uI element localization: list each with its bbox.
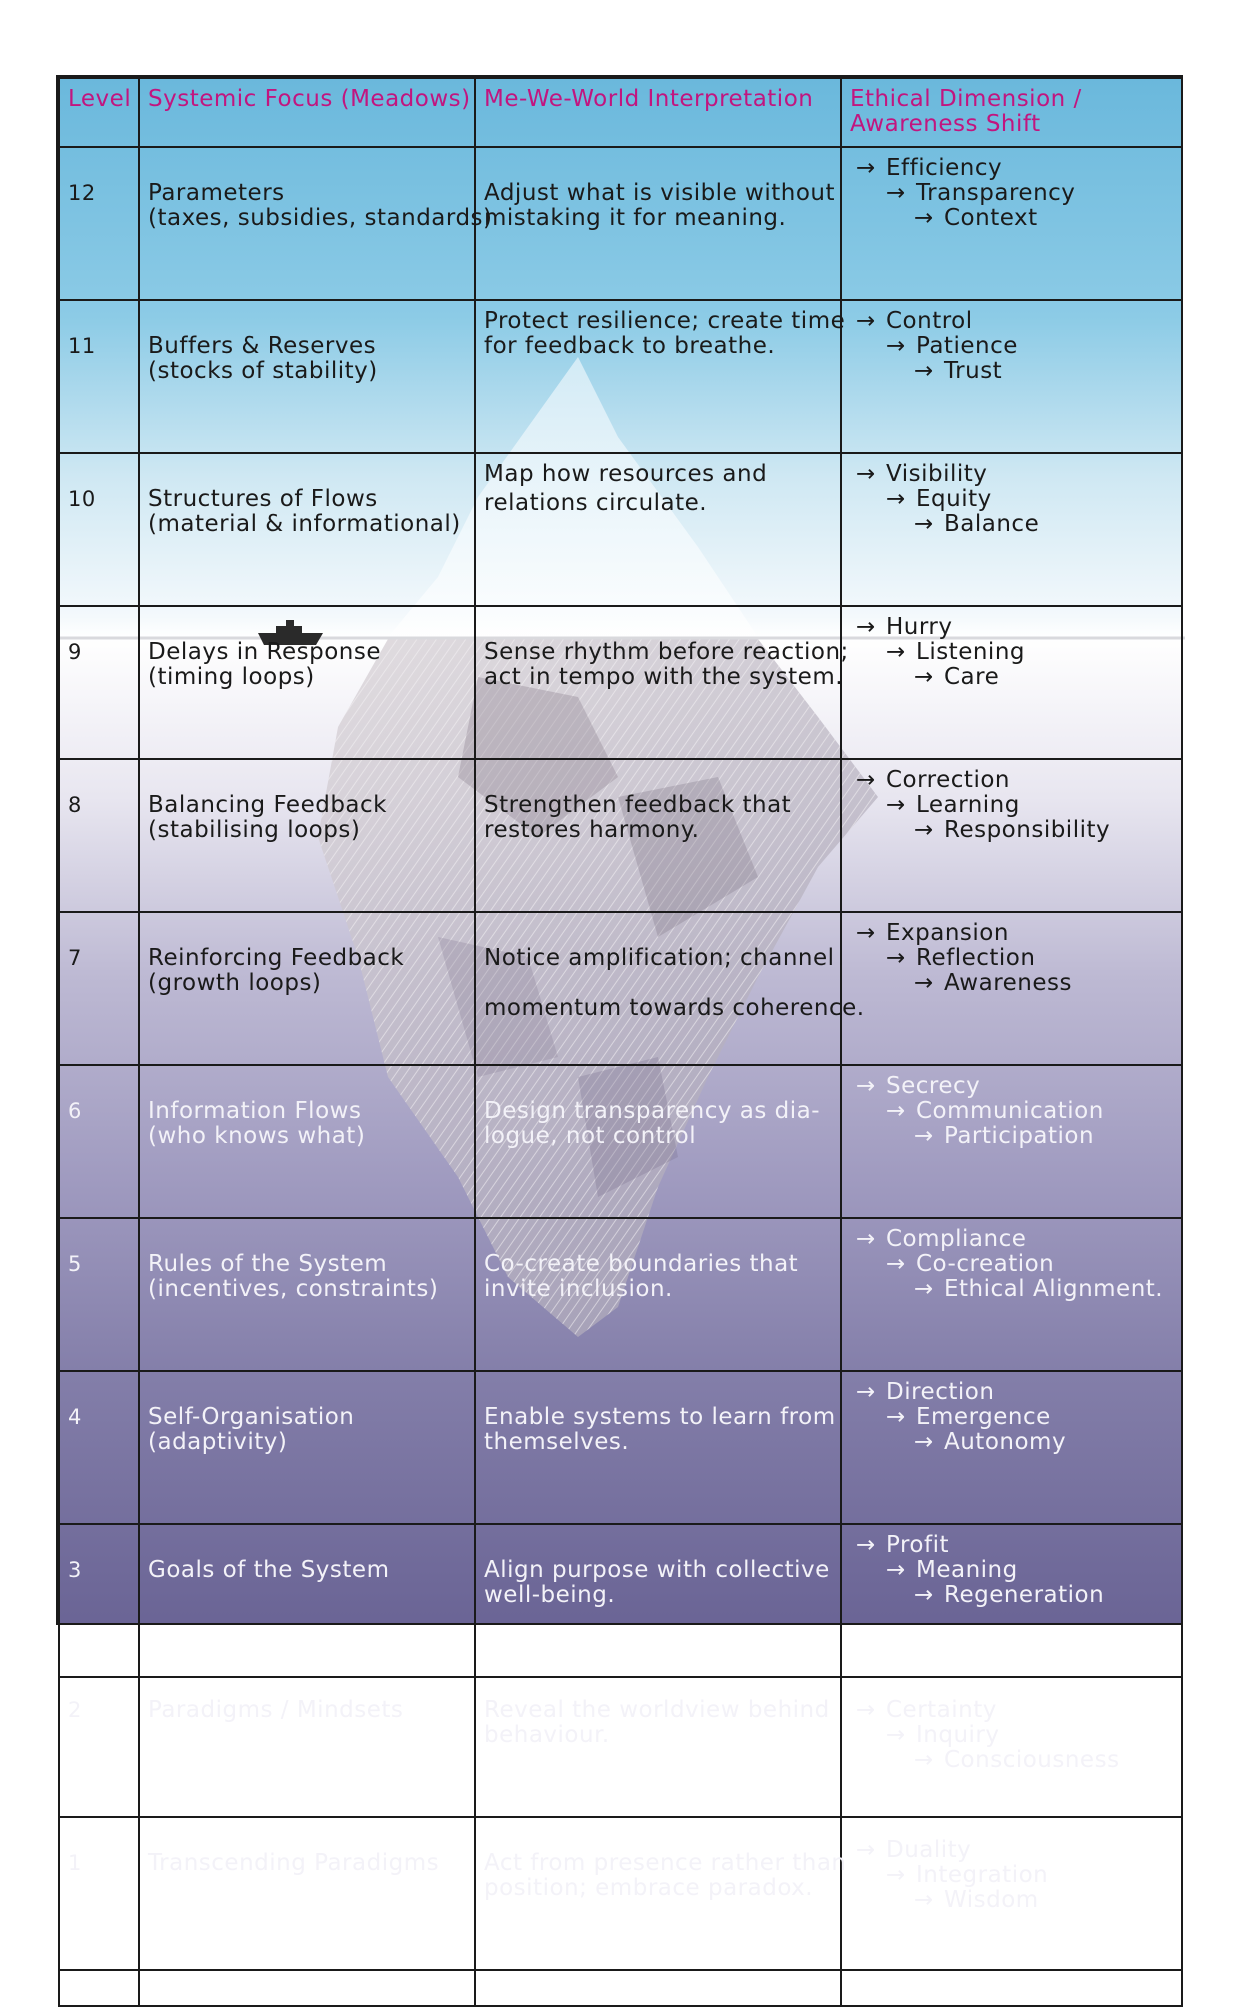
arrow-icon: → xyxy=(914,970,934,996)
focus-cell: Parameters (taxes, subsidies, standards) xyxy=(139,147,475,300)
interpretation-cell: Enable systems to learn from themselves. xyxy=(475,1371,841,1524)
arrow-icon: → xyxy=(856,1532,876,1558)
arrow-icon: → xyxy=(856,1073,876,1099)
arrow-icon: → xyxy=(856,767,876,793)
ethical-cell: → Efficiency → Transparency → Context xyxy=(841,147,1182,300)
leverage-points-table xyxy=(58,77,1183,2007)
table-row xyxy=(59,1817,1182,1970)
level-cell: 4 xyxy=(59,1371,139,1524)
arrow-icon: → xyxy=(856,461,876,487)
ethical-cell: → Certainty → Inquiry → Consciousness xyxy=(841,1677,1182,1817)
ethical-cell: → Duality → Integration → Wisdom xyxy=(841,1817,1182,1970)
arrow-icon: → xyxy=(914,1276,934,1302)
arrow-icon: → xyxy=(914,1747,934,1773)
level-cell: 1 xyxy=(59,1817,139,1970)
focus-cell: Reinforcing Feedback (growth loops) xyxy=(139,912,475,1065)
focus-cell: Delays in Response (timing loops) xyxy=(139,606,475,759)
arrow-icon: → xyxy=(856,155,876,181)
arrow-icon: → xyxy=(886,1404,906,1430)
focus-cell: Buffers & Reserves (stocks of stability) xyxy=(139,300,475,453)
arrow-icon: → xyxy=(914,1123,934,1149)
ethical-cell: → Compliance → Co-creation → Ethical Alignment. xyxy=(841,1218,1182,1371)
table-row xyxy=(59,606,1182,759)
header-level: Level xyxy=(59,78,139,147)
arrow-icon: → xyxy=(856,614,876,640)
arrow-icon: → xyxy=(914,1582,934,1608)
focus-cell: Paradigms / Mindsets xyxy=(139,1677,475,1817)
empty-cell xyxy=(59,1970,139,2006)
interpretation-cell: Protect resilience; create time for feedback to breathe. xyxy=(475,300,841,453)
ethical-cell: → Expansion → Reflection → Awareness xyxy=(841,912,1182,1065)
ethical-cell: → Correction → Learning → Responsibility xyxy=(841,759,1182,912)
arrow-icon: → xyxy=(914,358,934,384)
table-row xyxy=(59,300,1182,453)
ethical-cell: → Secrecy → Communication → Participation xyxy=(841,1065,1182,1218)
arrow-icon: → xyxy=(914,817,934,843)
table-row xyxy=(59,1524,1182,1677)
arrow-icon: → xyxy=(856,1697,876,1723)
arrow-icon: → xyxy=(886,180,906,206)
focus-cell: Transcending Paradigms xyxy=(139,1817,475,1970)
interpretation-cell: Notice amplification; channel momentum towards coherence. xyxy=(475,912,841,1065)
table-row xyxy=(59,912,1182,1065)
focus-cell: Self-Organisation (adaptivity) xyxy=(139,1371,475,1524)
level-cell: 9 xyxy=(59,606,139,759)
empty-cell xyxy=(139,1970,475,2006)
arrow-icon: → xyxy=(886,486,906,512)
arrow-icon: → xyxy=(856,1379,876,1405)
arrow-icon: → xyxy=(886,333,906,359)
table-row xyxy=(59,147,1182,300)
arrow-icon: → xyxy=(886,1557,906,1583)
arrow-icon: → xyxy=(914,205,934,231)
interpretation-cell: Reveal the worldview behind behaviour. xyxy=(475,1677,841,1817)
arrow-icon: → xyxy=(914,664,934,690)
level-cell: 8 xyxy=(59,759,139,912)
ethical-cell: → Hurry → Listening → Care xyxy=(841,606,1182,759)
ethical-cell: → Profit → Meaning → Regeneration xyxy=(841,1524,1182,1677)
arrow-icon: → xyxy=(914,1429,934,1455)
level-cell: 2 xyxy=(59,1677,139,1817)
arrow-icon: → xyxy=(856,1226,876,1252)
ethical-cell: → Direction → Emergence → Autonomy xyxy=(841,1371,1182,1524)
focus-cell: Information Flows (who knows what) xyxy=(139,1065,475,1218)
table-row xyxy=(59,1065,1182,1218)
interpretation-cell: Map how resources and relations circulate. xyxy=(475,453,841,606)
arrow-icon: → xyxy=(914,511,934,537)
focus-cell: Balancing Feedback (stabilising loops) xyxy=(139,759,475,912)
arrow-icon: → xyxy=(886,1722,906,1748)
arrow-icon: → xyxy=(886,639,906,665)
table-row xyxy=(59,1677,1182,1817)
empty-cell xyxy=(475,1970,841,2006)
ethical-cell: → Control → Patience → Trust xyxy=(841,300,1182,453)
focus-cell: Rules of the System (incentives, constraints) xyxy=(139,1218,475,1371)
table-row xyxy=(59,1218,1182,1371)
interpretation-cell: Adjust what is visible without mistaking it for meaning. xyxy=(475,147,841,300)
level-cell: 12 xyxy=(59,147,139,300)
interpretation-cell: Strengthen feedback that restores harmony. xyxy=(475,759,841,912)
interpretation-cell: Design transparency as dia- logue, not control xyxy=(475,1065,841,1218)
ethical-cell: → Visibility → Equity → Balance xyxy=(841,453,1182,606)
level-cell: 11 xyxy=(59,300,139,453)
arrow-icon: → xyxy=(886,945,906,971)
level-cell: 10 xyxy=(59,453,139,606)
arrow-icon: → xyxy=(914,1887,934,1913)
arrow-icon: → xyxy=(886,1862,906,1888)
arrow-icon: → xyxy=(886,1251,906,1277)
empty-cell xyxy=(841,1970,1182,2006)
interpretation-cell: Co-create boundaries that invite inclusion. xyxy=(475,1218,841,1371)
arrow-icon: → xyxy=(886,792,906,818)
arrow-icon: → xyxy=(856,920,876,946)
levels-table-panel xyxy=(56,75,1183,1913)
arrow-icon: → xyxy=(856,1837,876,1863)
focus-cell: Goals of the System xyxy=(139,1524,475,1677)
level-cell: 6 xyxy=(59,1065,139,1218)
arrow-icon: → xyxy=(856,308,876,334)
arrow-icon: → xyxy=(886,1098,906,1124)
header-me-we-world: Me-We-World Interpretation xyxy=(475,78,841,147)
interpretation-cell: Sense rhythm before reaction; act in tempo with the system. xyxy=(475,606,841,759)
header-ethical-dimension: Ethical Dimension / Awareness Shift xyxy=(841,78,1182,147)
level-cell: 7 xyxy=(59,912,139,1065)
table-row xyxy=(59,759,1182,912)
level-cell: 5 xyxy=(59,1218,139,1371)
table-header xyxy=(59,78,1182,147)
table-footer-row xyxy=(59,1970,1182,2006)
table-row xyxy=(59,453,1182,606)
interpretation-cell: Align purpose with collective well-being. xyxy=(475,1524,841,1677)
table-row xyxy=(59,1371,1182,1524)
header-systemic-focus: Systemic Focus (Meadows) xyxy=(139,78,475,147)
level-cell: 3 xyxy=(59,1524,139,1677)
focus-cell: Structures of Flows (material & informational) xyxy=(139,453,475,606)
interpretation-cell: Act from presence rather than position; embrace paradox. xyxy=(475,1817,841,1970)
